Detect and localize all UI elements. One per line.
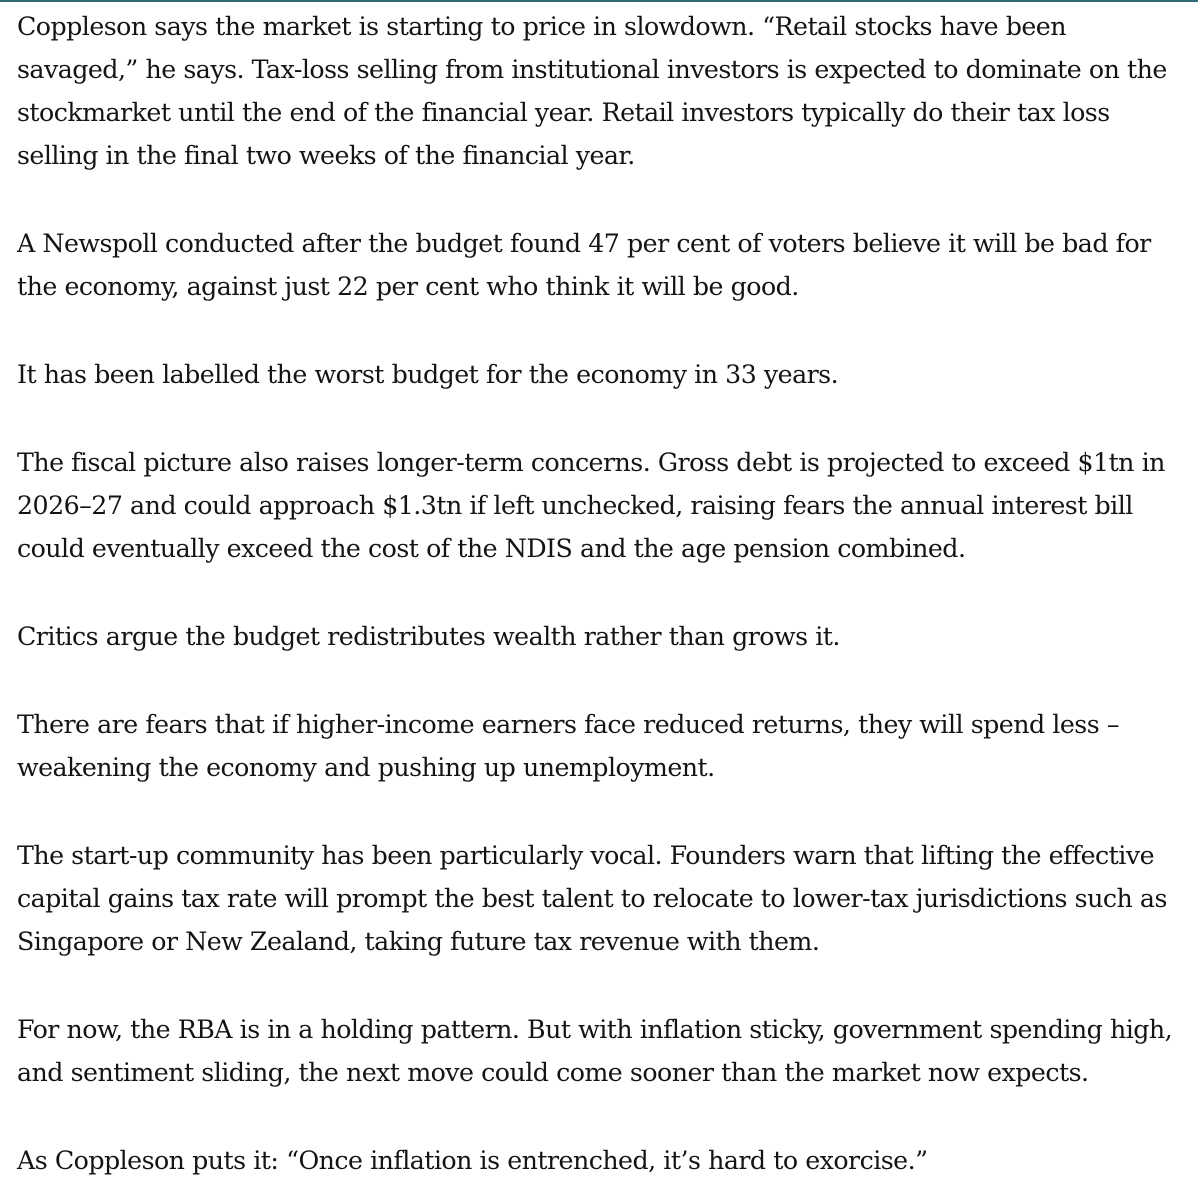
paragraph-spacer: [17, 658, 1182, 703]
paragraph-rba-outlook: For now, the RBA is in a holding pattern. But with inflation sticky, government spending high, and sentiment sliding, the next move could come sooner than the market now expects.: [17, 1015, 1173, 1087]
paragraph-closing-quote: As Coppleson puts it: “Once inflation is entrenched, it’s hard to exorcise.”: [17, 1146, 928, 1175]
paragraph-spacer: [17, 570, 1182, 615]
paragraph-spacer: [17, 1094, 1182, 1139]
paragraph-spacer: [17, 177, 1182, 222]
paragraph-spacer: [17, 396, 1182, 441]
article-body: [17, 0, 1182, 1200]
paragraph-worst-budget: It has been labelled the worst budget for the economy in 33 years.: [17, 360, 839, 389]
paragraph-startup-community: The start-up community has been particularly vocal. Founders warn that lifting the effective capital gains tax rate will prompt the best talent to relocate to lower-tax jurisdictions such as Singapore or New Zealand, taking future tax revenue with them.: [17, 841, 1167, 956]
paragraph-spacer: [17, 308, 1182, 353]
paragraph-fiscal-concerns: The fiscal picture also raises longer-term concerns. Gross debt is projected to exceed $1tn in 2026–27 and could approach $1.3tn if left unchecked, raising fears the annual interest bill could eventually exceed the cost of the NDIS and the age pension combined.: [17, 448, 1165, 563]
paragraph-spending-fears: There are fears that if higher-income earners face reduced returns, they will spend less – weakening the economy and pushing up unemployment.: [17, 710, 1119, 782]
paragraph-market-slowdown: Coppleson says the market is starting to price in slowdown. “Retail stocks have been savaged,” he says. Tax-loss selling from institutional investors is expected to dominate on the stockmarket until the end of the financial year. Retail investors typically do their tax loss selling in the final two weeks of the financial year.: [17, 12, 1167, 170]
paragraph-spacer: [17, 789, 1182, 834]
paragraph-critics: Critics argue the budget redistributes wealth rather than grows it.: [17, 622, 840, 651]
paragraph-newspoll: A Newspoll conducted after the budget found 47 per cent of voters believe it will be bad for the economy, against just 22 per cent who think it will be good.: [17, 229, 1151, 301]
paragraph-spacer: [17, 963, 1182, 1008]
